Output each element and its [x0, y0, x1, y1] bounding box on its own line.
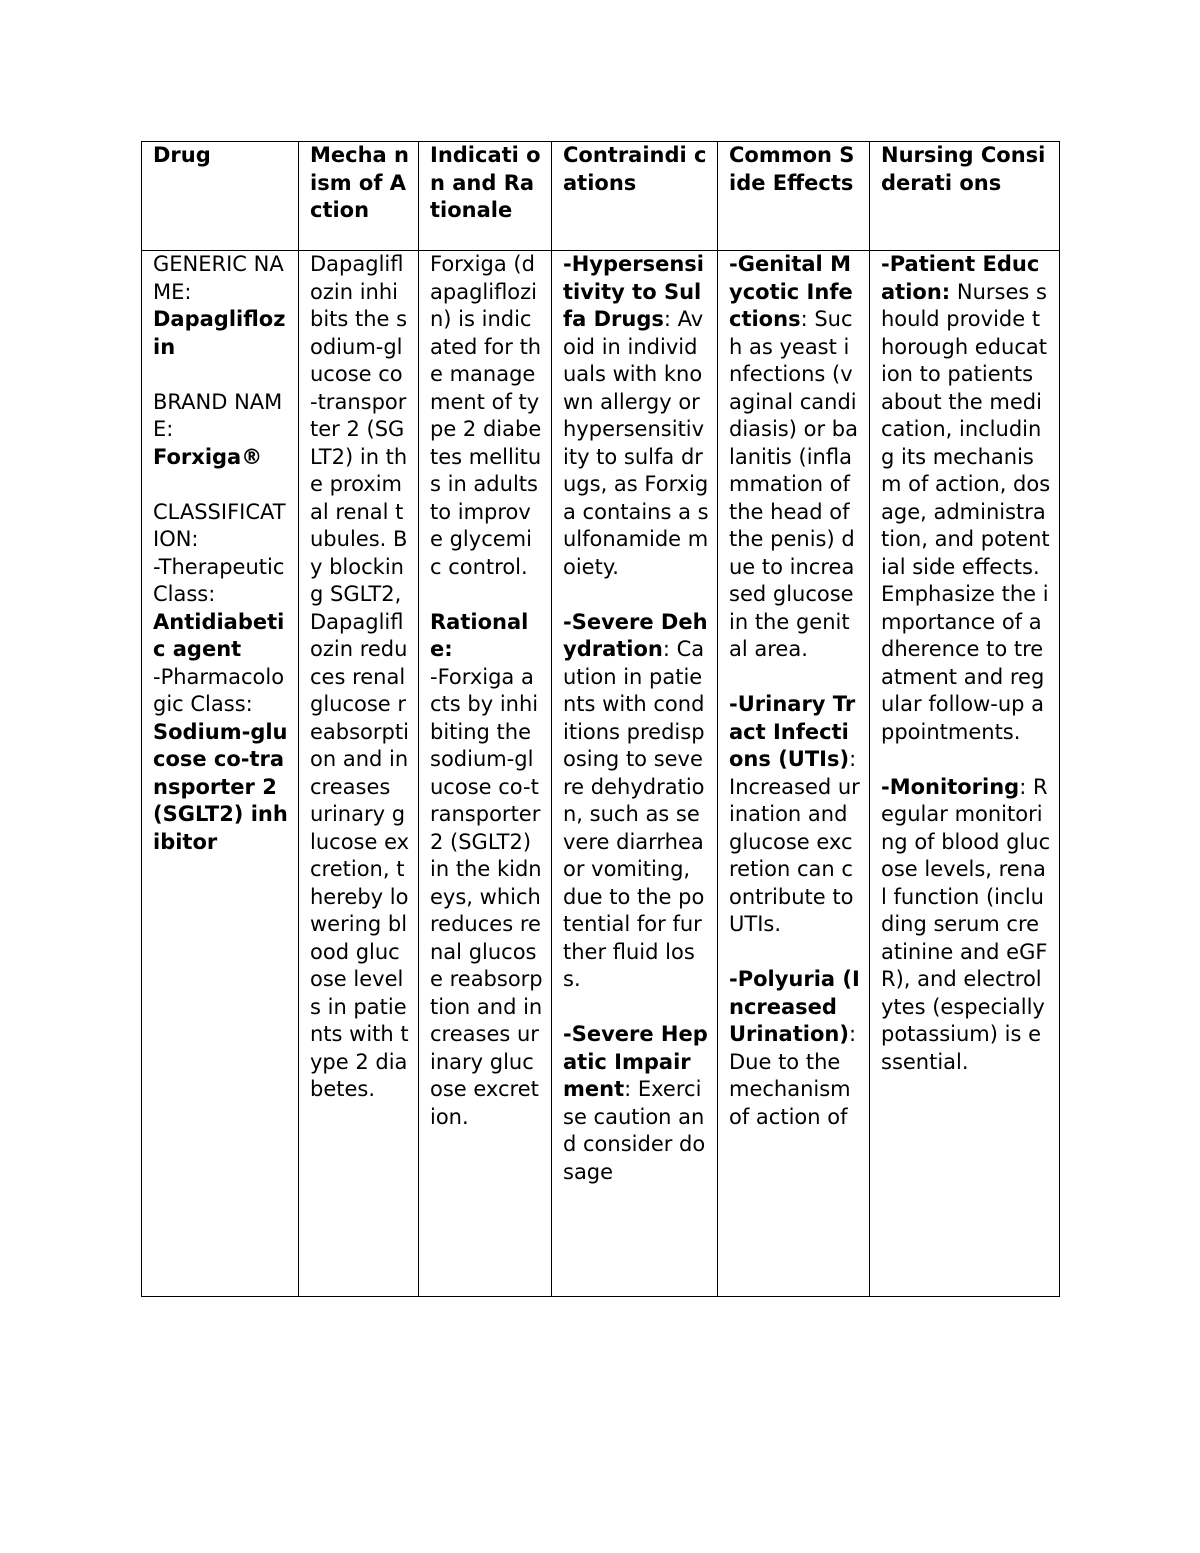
indication-cell: [419, 251, 552, 1297]
mechanism-cell: [299, 251, 419, 1297]
side-effect-title: -Genital Mycotic Infections: [729, 252, 853, 331]
pharmacologic-class: Sodium-glucose co-transporter 2 (SGLT2) inhibitor: [153, 719, 288, 854]
classification-label: CLASSIFICATION:: [153, 499, 286, 551]
drug-cell: [142, 251, 299, 1297]
list-item: [729, 966, 861, 1131]
side-effect-text: : Increased urination and glucose excretion can contribute to UTIs.: [729, 747, 860, 936]
header-indication: Indicati on and Rationale: [419, 142, 552, 251]
contraindications-cell: [552, 251, 718, 1297]
mechanism-text: Dapagliflozin inhibits the sodium-glucose co-transporter 2 (SGLT2) in the proximal renal tubules. By blocking SGLT2, Dapagliflozin reduces renal glucose reabsorption and increases urinary glucose excretion, thereby lowering blood glucose levels in patients with type 2 diabetes.: [310, 252, 410, 1101]
rationale-text: -Forxiga acts by inhibiting the sodium-glucose co-transporter 2 (SGLT2) in the kidneys, which reduces renal glucose reabsorption and increases urinary glucose excretion.: [430, 664, 543, 1129]
generic-label: GENERIC NAME:: [153, 252, 284, 304]
contraindication-title: -Hypersensitivity to Sulfa Drugs: [563, 252, 705, 331]
rationale-label: Rationale:: [430, 609, 529, 661]
contraindication-text: : Caution in patients with conditions predisposing to severe dehydration, such as severe diarrhea or vomiting, due to the potential for further fluid loss.: [563, 637, 705, 991]
list-item: [881, 774, 1051, 1077]
nursing-title: -Monitoring: [881, 774, 1020, 799]
contraindication-title: -Severe Hepatic Impairment: [563, 1022, 708, 1101]
list-item: [729, 251, 861, 664]
list-item: [563, 609, 709, 994]
nursing-text: Nurses should provide thorough education to patients about the medication, including its mechanism of action, dosage, administration, and potential side effects. Emphasize the importance of adherence to treatment and regular follow-up appointments.: [881, 279, 1051, 744]
list-item: [563, 251, 709, 581]
nursing-cell: [870, 251, 1060, 1297]
header-nursing: Nursing Considerati ons: [870, 142, 1060, 251]
side-effect-title: -Urinary Tract Infections (UTIs): [729, 692, 856, 771]
contraindication-text: : Exercise caution and consider dosage: [563, 1077, 706, 1184]
list-item: [881, 251, 1051, 746]
side-effect-text: : Due to the mechanism of action of: [729, 1022, 857, 1129]
header-row: [142, 142, 1060, 251]
nursing-text: : Regular monitoring of blood glucose levels, renal function (including serum creatinine and eGFR), and electrolytes (especially potassium) is essential.: [881, 774, 1051, 1074]
indication-text: Forxiga (dapagliflozin) is indicated for the management of type 2 diabetes mellitus in adults to improve glycemic control.: [430, 252, 542, 579]
therapeutic-label: -Therapeutic Class:: [153, 554, 285, 606]
brand-label: BRAND NAME:: [153, 389, 283, 441]
contraindication-title: -Severe Dehydration: [563, 609, 708, 661]
therapeutic-class: Antidiabetic agent: [153, 609, 285, 661]
header-drug: Drug: [142, 142, 299, 251]
side-effect-text: : Such as yeast infections (vaginal candidiasis) or balanitis (inflammation of the head of the penis) due to increased glucose in the genital area.: [729, 307, 858, 661]
nursing-title: -Patient Education:: [881, 252, 1040, 304]
contraindication-text: : Avoid in individuals with known allergy or hypersensitivity to sulfa drugs, as Forxiga contains a sulfonamide moiety.: [563, 307, 709, 579]
header-mechanism: Mecha nism of Action: [299, 142, 419, 251]
pharmacologic-label: -Pharmacologic Class:: [153, 664, 285, 716]
table-row: [142, 251, 1060, 1297]
list-item: [563, 1021, 709, 1186]
side-effects-cell: [718, 251, 870, 1297]
header-contraindications: Contraindi cations: [552, 142, 718, 251]
drug-table: [141, 141, 1060, 1297]
side-effect-title: -Polyuria (Increased Urination): [729, 967, 860, 1046]
brand-name: Forxiga®: [153, 444, 263, 469]
header-side-effects: Common Side Effects: [718, 142, 870, 251]
generic-name: Dapagliflozin: [153, 307, 286, 359]
list-item: [729, 691, 861, 939]
